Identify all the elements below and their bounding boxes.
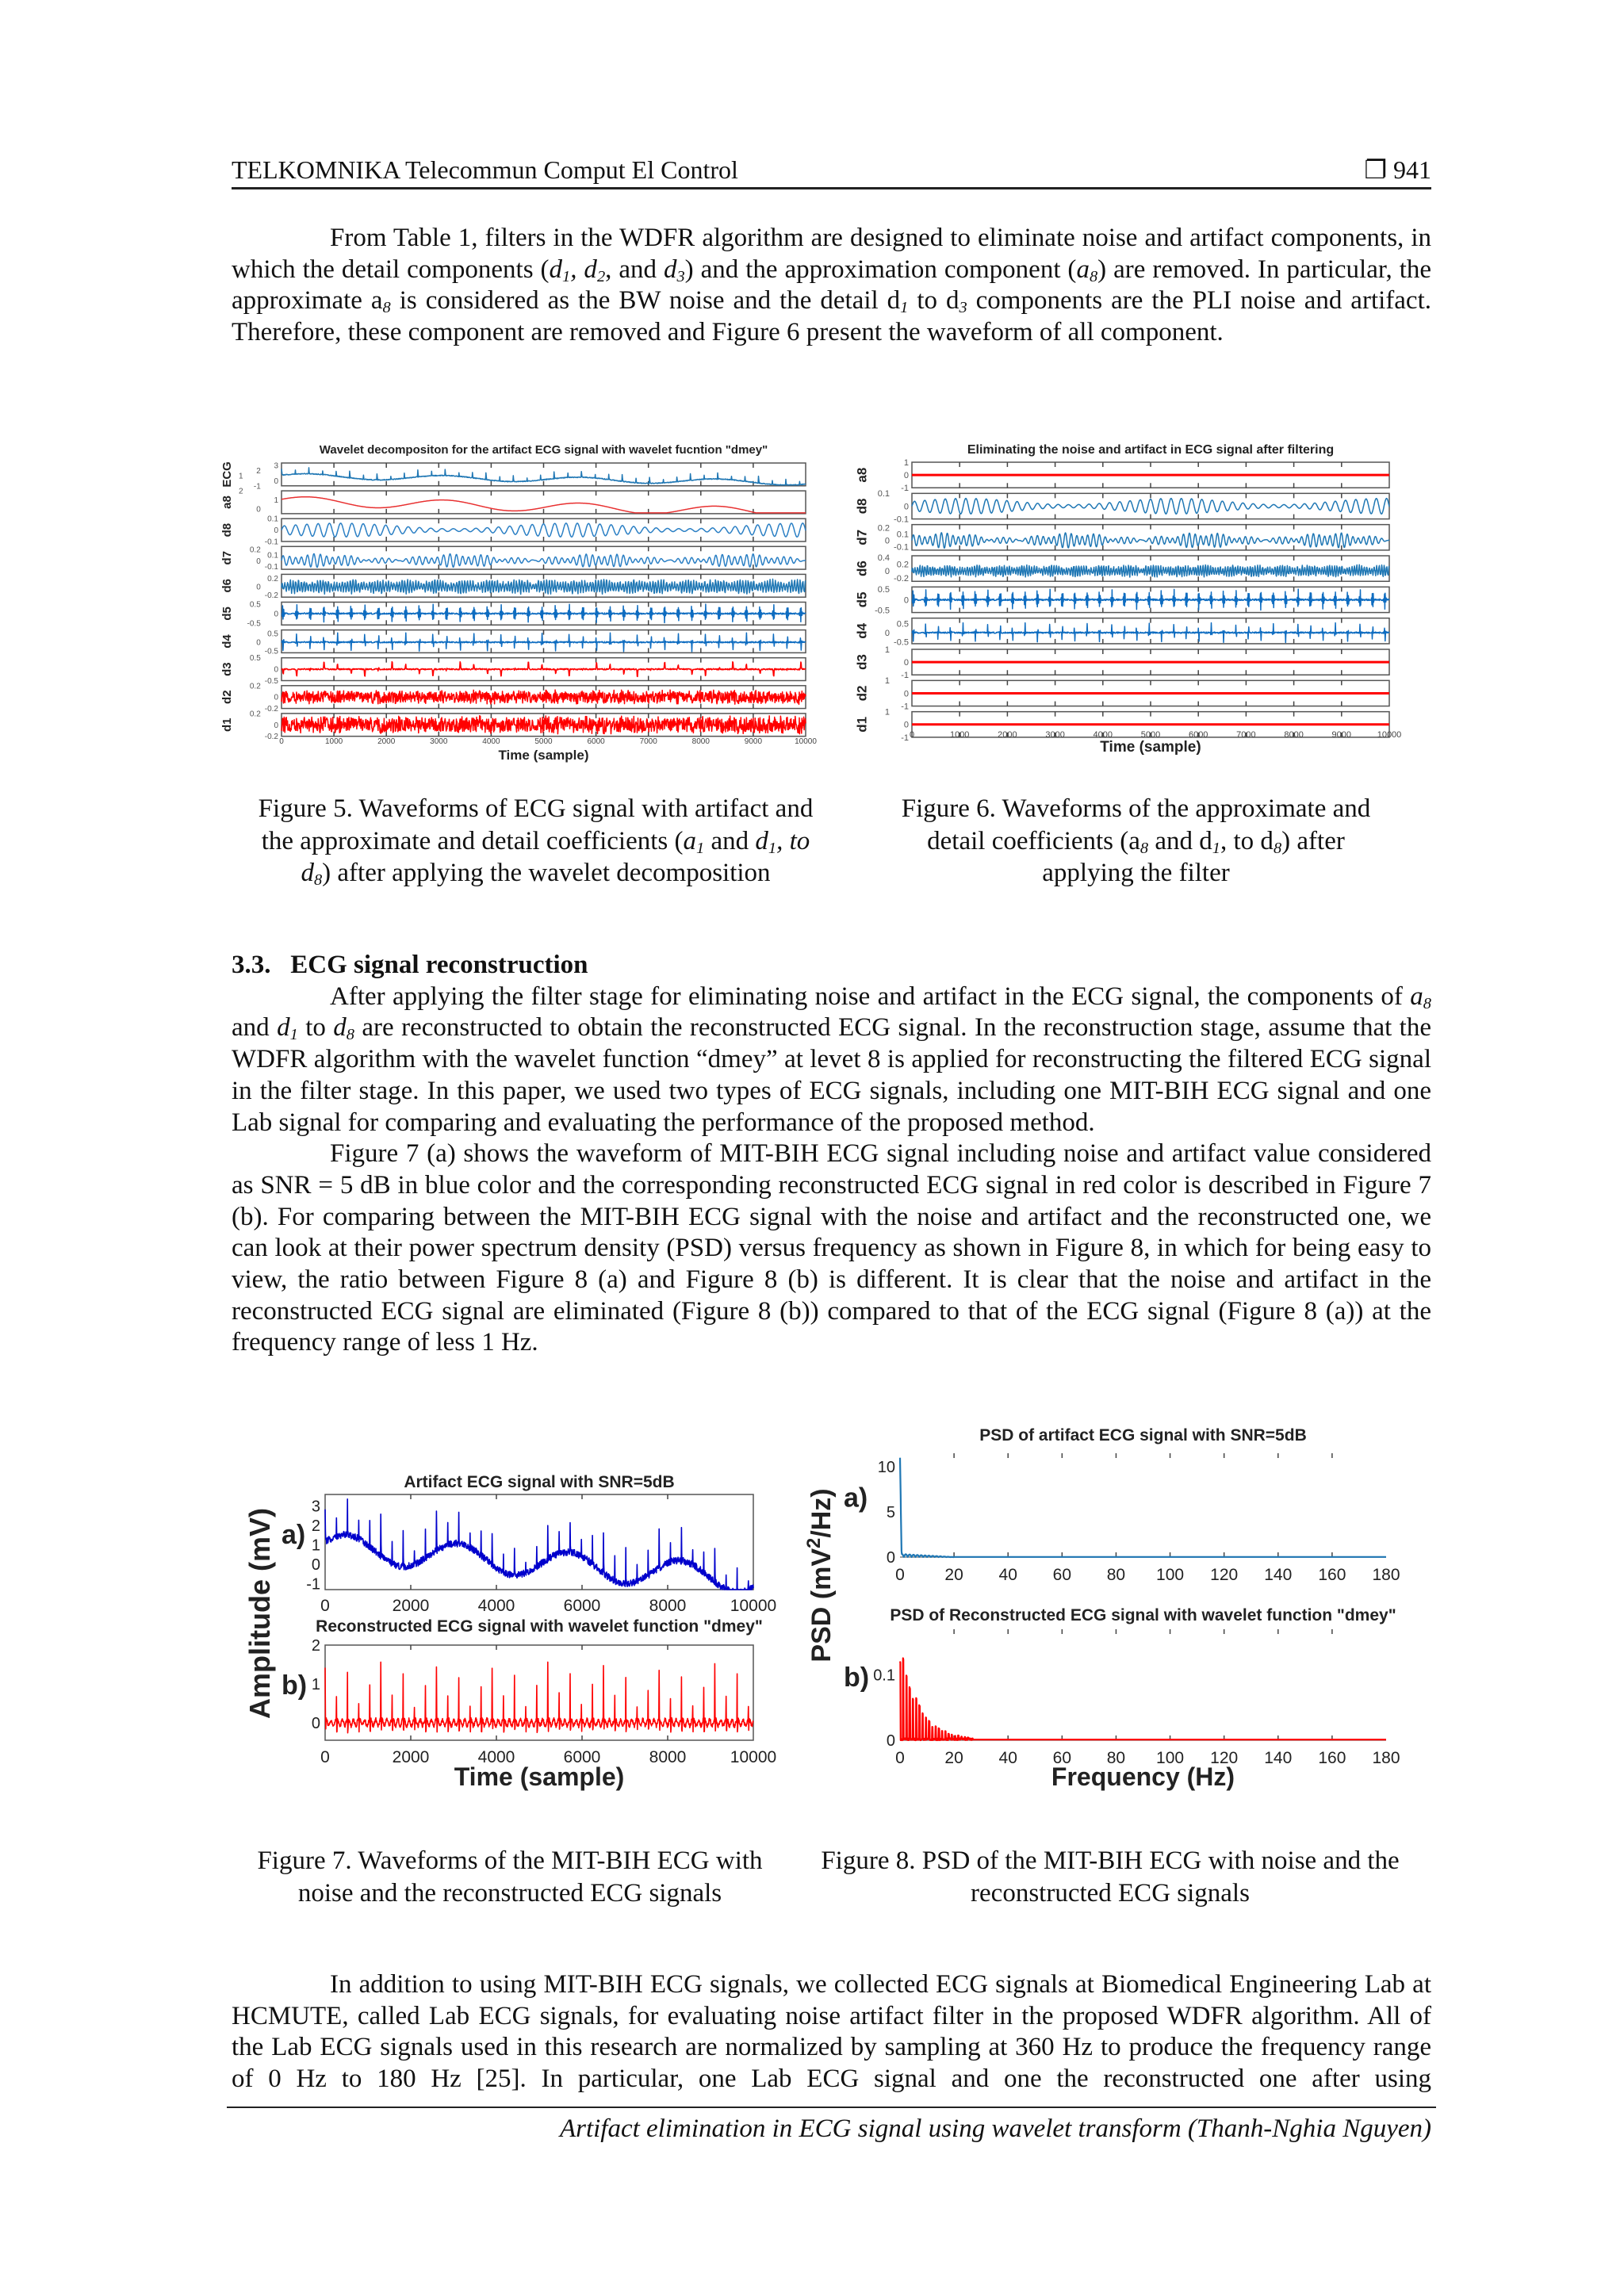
x-tick-label: 180 [1372, 1566, 1400, 1584]
figure-8-caption [801, 1845, 1419, 1909]
chart-title: PSD of Reconstructed ECG signal with wavelet function "dmey" [890, 1606, 1396, 1624]
y-tick-label: -0.2 [264, 733, 278, 742]
y-tick-label: -0.5 [875, 606, 891, 616]
y-tick-label: -0.1 [894, 515, 909, 525]
text-run: Figure 6. Waveforms of the approximate and detail coefficients (a [901, 794, 1371, 855]
panel-label: d1 [854, 716, 870, 733]
text-run: and [704, 826, 756, 855]
x-tick-label: 9000 [744, 737, 763, 746]
y-tick-label: 0 [884, 567, 891, 577]
x-axis-label: Time (sample) [454, 1762, 625, 1791]
x-tick-label: 0 [895, 1749, 905, 1767]
text-run: to d [908, 286, 959, 316]
y-axis-label: PSD $(mV^2/Hz)$ [802, 1488, 837, 1663]
label-run: /Hz) [806, 1488, 837, 1538]
x-tick-label: 4000 [477, 1748, 515, 1766]
x-tick-label: 10000 [795, 737, 817, 746]
text-run: After applying the filter stage for eliminating noise and artifact in the ECG signal, the components of [330, 982, 1411, 1011]
y-tick-label: -0.2 [264, 591, 278, 601]
panel-label: d5 [220, 607, 234, 621]
panel-tag: a) [844, 1483, 868, 1513]
y-tick-label: 0 [903, 595, 909, 606]
text-run: 8 [1139, 839, 1149, 857]
x-tick-label: 2000 [377, 737, 396, 746]
x-tick-label: 140 [1264, 1749, 1293, 1767]
x-tick-label: 1000 [324, 737, 343, 746]
y-tick-label: -1 [253, 482, 261, 492]
page-number: 941 [1393, 155, 1431, 184]
y-tick-label: 1 [903, 457, 909, 468]
y-tick-label: 0 [903, 689, 909, 699]
panel-label: d3 [220, 662, 234, 676]
panel-label: d2 [220, 690, 234, 704]
x-tick-label: 60 [1052, 1749, 1072, 1767]
y-tick-label: -0.1 [264, 562, 278, 572]
section-heading: 3.3. ECG signal reconstruction [232, 951, 588, 979]
panel-label: d4 [854, 622, 870, 639]
y-tick-label: 0.2 [249, 710, 261, 719]
y-tick-label: 2 [311, 1517, 320, 1536]
text-run: , and [605, 254, 664, 284]
y-tick-label: 0 [311, 1714, 320, 1732]
x-tick-label: 6000 [563, 1597, 601, 1615]
panel-label: d6 [220, 579, 234, 593]
x-tick-label: 8000 [1284, 730, 1304, 740]
text-run: Figure 7. Waveforms of the MIT-BIH ECG with noise and the reconstructed ECG signals [257, 1846, 763, 1908]
x-tick-label: 5000 [534, 737, 553, 746]
x-tick-label: 2000 [392, 1748, 430, 1766]
y-tick-label: 0.1 [877, 489, 891, 499]
panel-tag: b) [844, 1663, 870, 1693]
y-tick-label: -0.1 [264, 538, 278, 547]
y-tick-label: 0.1 [873, 1667, 895, 1685]
x-tick-label: 7000 [639, 737, 657, 746]
text-run: a [1076, 254, 1090, 284]
x-tick-label: 40 [998, 1566, 1017, 1584]
y-tick-label: -1 [901, 671, 909, 681]
journal-title: TELKOMNIKA Telecommun Comput El Control [232, 155, 738, 184]
text-run: and d [1148, 826, 1212, 855]
y-tick-label: -0.2 [264, 705, 278, 714]
running-footer: Artifact elimination in ECG signal using wavelet transform (Thanh-Nghia Nguyen) [559, 2114, 1431, 2143]
panel-tag: a) [282, 1520, 306, 1550]
text-run: 3 [959, 299, 967, 317]
panel-label: d1 [220, 718, 234, 733]
text-run: 1 [289, 1026, 298, 1044]
panel-label: d4 [220, 634, 234, 649]
y-tick-label: 0.5 [249, 600, 261, 610]
y-tick-label: 1 [884, 676, 891, 687]
text-run: 1 [900, 299, 909, 317]
x-tick-label: 4000 [1093, 730, 1113, 740]
footer-rule [227, 2107, 1436, 2108]
x-tick-label: 160 [1318, 1566, 1346, 1584]
y-tick-label: -1 [901, 484, 909, 494]
y-tick-label: 0.5 [896, 619, 909, 629]
y-tick-label: 0 [903, 720, 909, 730]
x-tick-label: 2000 [392, 1597, 430, 1615]
y-tick-label: -0.5 [264, 647, 278, 656]
text-run: ) are removed. In particular, the approximate a [232, 254, 1432, 316]
text-run: , to d [1220, 826, 1274, 855]
y-tick-label: 3 [274, 461, 278, 471]
text-run: 3 [676, 267, 685, 285]
text-run: 1 [1212, 839, 1221, 857]
x-tick-label: 9000 [1331, 730, 1352, 740]
panel-label: d8 [220, 522, 234, 538]
plot-frame [325, 1494, 753, 1590]
y-tick-label: 0 [311, 1556, 320, 1575]
x-tick-label: 140 [1264, 1566, 1293, 1584]
text-run: and [232, 1013, 278, 1043]
text-run: 2 [596, 267, 606, 285]
y-tick-label: 2 [311, 1637, 320, 1655]
panel-tag: b) [282, 1670, 308, 1701]
panel-label: d6 [854, 561, 870, 577]
y-tick-label: 0.2 [877, 523, 891, 534]
x-axis-label: Time (sample) [498, 748, 589, 763]
y-axis-label: Amplitude (mV) [243, 1508, 276, 1719]
y-tick-label: 0.2 [896, 560, 909, 570]
text-run: 8 [1273, 839, 1282, 857]
text-run: 8 [1423, 994, 1431, 1012]
chart-title: Reconstructed ECG signal with wavelet function "dmey" [316, 1617, 763, 1636]
y-tick-label: 0.5 [249, 654, 261, 664]
y-tick-label: 1 [311, 1675, 320, 1693]
panel-label: d3 [854, 654, 870, 671]
y-tick-label: 1 [238, 472, 243, 481]
y-tick-label: 0 [886, 1549, 895, 1567]
y-tick-label: 0 [903, 470, 909, 480]
panel-label: ECG [220, 461, 234, 488]
x-tick-label: 8000 [649, 1597, 687, 1615]
plot-frame [900, 1629, 1386, 1740]
chart-title: Artifact ECG signal with SNR=5dB [404, 1473, 675, 1491]
text-run: d [333, 1013, 347, 1043]
x-tick-label: 120 [1210, 1749, 1239, 1767]
text-run: 1 [696, 839, 705, 857]
y-tick-label: 10 [877, 1459, 895, 1477]
y-tick-label: 0 [903, 657, 909, 668]
y-tick-label: 0.1 [267, 515, 278, 524]
y-tick-label: 0.1 [896, 530, 909, 540]
y-tick-label: 5 [886, 1504, 895, 1522]
x-tick-label: 80 [1106, 1749, 1126, 1767]
text-run: 8 [346, 1026, 354, 1044]
chart-title: Wavelet decompositon for the artifact ECG signal with wavelet fucntion "dmey" [319, 443, 768, 457]
x-tick-label: 10000 [730, 1748, 777, 1766]
chart-title: PSD of artifact ECG signal with SNR=5dB [979, 1426, 1307, 1445]
y-tick-label: 0 [274, 721, 278, 730]
x-tick-label: 180 [1372, 1749, 1400, 1767]
y-tick-label: 0 [256, 638, 261, 648]
square-bullet-icon: ❐ [1364, 155, 1387, 184]
y-tick-label: 2 [256, 467, 261, 476]
y-tick-label: 1 [274, 496, 278, 506]
text-run: 8 [1089, 267, 1098, 285]
text-run: , d [570, 254, 597, 284]
x-tick-label: 20 [944, 1566, 963, 1584]
text-run: d [277, 1013, 290, 1043]
y-tick-label: 3 [311, 1498, 320, 1516]
x-tick-label: 100 [1156, 1749, 1185, 1767]
panel-label: d5 [854, 591, 870, 608]
x-tick-label: 6000 [1188, 730, 1208, 740]
y-tick-label: 1 [884, 707, 891, 718]
x-tick-label: 40 [998, 1749, 1017, 1767]
x-tick-label: 4000 [477, 1597, 515, 1615]
y-tick-label: 0 [274, 476, 278, 486]
y-tick-label: 0.5 [877, 584, 891, 595]
text-run: a [1410, 982, 1423, 1011]
x-tick-label: 20 [944, 1749, 963, 1767]
text-run: Figure 5. Waveforms of ECG signal with artifact and the approximate and detail coefficients ( [258, 794, 814, 855]
x-axis-label: Time (sample) [1100, 739, 1201, 756]
y-tick-label: 0 [884, 628, 891, 638]
x-axis-label: Frequency (Hz) [1051, 1762, 1235, 1791]
y-tick-label: 0.2 [249, 682, 261, 691]
x-tick-label: 5000 [1140, 730, 1161, 740]
panel-label: d7 [220, 550, 234, 565]
text-run: 8 [382, 299, 391, 317]
y-tick-label: 0 [274, 693, 278, 702]
y-tick-label: 0 [884, 536, 891, 546]
y-tick-label: 0.5 [267, 629, 278, 639]
text-run: In addition to using MIT-BIH ECG signals, we collected ECG signals at Biomedical Engineering Lab at HCMUTE, called Lab ECG signals, for evaluating noise artifact filter in the proposed WDFR algorithm. All of the Lab ECG signals used in this research are normalized by sampling at 360 Hz to produce the frequency range of 0 Hz to 180 Hz [25]. In particular, one Lab ECG signal and one the reconstructed one after using [232, 1970, 1431, 2094]
panel-label: a8 [854, 467, 870, 483]
y-tick-label: 0 [274, 526, 278, 536]
text-run: ) and the approximation component ( [684, 254, 1077, 284]
text-run: 1 [562, 267, 571, 285]
x-tick-label: 1000 [949, 730, 970, 740]
chart-title: Eliminating the noise and artifact in ECG signal after filtering [967, 443, 1335, 457]
text-run: to [297, 1013, 334, 1043]
x-tick-label: 0 [279, 737, 284, 746]
text-run: is considered as the BW noise and the detail d [390, 286, 901, 316]
x-tick-label: 160 [1318, 1749, 1346, 1767]
x-tick-label: 6000 [587, 737, 605, 746]
figure-5-caption [252, 793, 819, 890]
y-tick-label: -0.5 [247, 619, 261, 629]
panel-label: d2 [854, 685, 870, 702]
text-run: 1 [768, 839, 777, 857]
x-tick-label: 4000 [482, 737, 500, 746]
text-run: Figure 8. PSD of the MIT-BIH ECG with noise and the reconstructed ECG signals [821, 1846, 1400, 1908]
superscript: 2 [802, 1537, 825, 1548]
x-tick-label: 2000 [998, 730, 1017, 740]
panel-label: d8 [854, 498, 870, 515]
y-tick-label: 0 [274, 610, 278, 619]
y-tick-label: -1 [901, 733, 909, 743]
text-run: ) after applying the wavelet decomposition [322, 859, 771, 887]
x-tick-label: 0 [320, 1748, 330, 1766]
text-run: d [549, 254, 563, 284]
figure-6-caption [880, 793, 1392, 890]
y-tick-label: 1 [884, 645, 891, 655]
text-run: From Table 1, filters in the WDFR algorithm are designed to eliminate noise and artifact components, in which the detail components ( [232, 224, 1431, 284]
text-run: 8 [313, 871, 323, 890]
x-tick-label: 6000 [563, 1748, 601, 1766]
y-tick-label: 0 [256, 583, 261, 592]
y-tick-label: -0.2 [894, 573, 909, 584]
x-tick-label: 8000 [691, 737, 710, 746]
x-tick-label: 60 [1052, 1566, 1072, 1584]
text-run: are reconstructed to obtain the reconstructed ECG signal. In the reconstruction stage, assume that the WDFR algorithm with the wavelet function “dmey” at levet 8 is applied for reconstructing the filtered ECG signal in the filter stage. In this paper, we used two types of ECG signals, including one MIT-BIH ECG signal and one Lab signal for comparing and evaluating the performance of the proposed method. [232, 1013, 1431, 1137]
y-tick-label: -0.5 [264, 676, 278, 686]
figure-7-caption [252, 1845, 768, 1909]
x-tick-label: 0 [895, 1566, 905, 1584]
x-tick-label: 0 [320, 1597, 330, 1615]
y-tick-label: 0 [256, 557, 261, 566]
text-run: ) after applying the filter [1042, 826, 1345, 887]
y-tick-label: 0.1 [267, 551, 278, 561]
plot-frame [900, 1453, 1386, 1557]
x-tick-label: 10000 [730, 1597, 777, 1615]
y-tick-label: 0 [903, 502, 909, 512]
y-tick-label: 0.2 [249, 545, 261, 555]
x-tick-label: 7000 [1236, 730, 1256, 740]
y-tick-label: -1 [306, 1575, 320, 1594]
x-tick-label: 8000 [649, 1748, 687, 1766]
text-run: d [663, 254, 677, 284]
text-run: components are the PLI noise and artifact. Therefore, these component are removed and Figure 6 present the waveform of all component. [232, 286, 1431, 347]
y-tick-label: -0.5 [894, 637, 909, 648]
y-tick-label: 2 [238, 487, 243, 496]
y-tick-label: -0.1 [894, 542, 909, 553]
x-tick-label: 3000 [430, 737, 448, 746]
x-tick-label: 10000 [1377, 730, 1402, 740]
y-tick-label: 0 [274, 665, 278, 675]
y-tick-label: 0.4 [877, 553, 891, 564]
text-run: Figure 7 (a) shows the waveform of MIT-BIH ECG signal including noise and artifact value considered as SNR = 5 dB in blue color and the corresponding reconstructed ECG signal in red color is described in Figure 7 (b). For comparing between the MIT-BIH ECG signal with the noise and artifact and the reconstructed one, we can look at their power spectrum density (PSD) versus frequency as shown in Figure 8, in which for being easy to view, the ratio between Figure 8 (a) and Figure 8 (b) is different. It is clear that the noise and artifact in the reconstructed ECG signal are eliminated (Figure 8 (b)) compared to that of the ECG signal (Figure 8 (a)) at the frequency range of less 1 Hz. [232, 1139, 1431, 1357]
panel-label: d7 [854, 529, 870, 545]
y-tick-label: 0 [256, 505, 261, 515]
y-tick-label: -1 [901, 702, 909, 712]
panel-label: a8 [220, 496, 234, 509]
x-tick-label: 120 [1210, 1566, 1239, 1584]
y-tick-label: 0 [886, 1732, 895, 1750]
y-tick-label: 1 [311, 1536, 320, 1555]
text-run: , to d [301, 826, 810, 887]
y-tick-label: 0.2 [267, 575, 278, 584]
text-run: a [683, 826, 696, 855]
x-tick-label: 3000 [1045, 730, 1065, 740]
x-tick-label: 80 [1106, 1566, 1126, 1584]
x-tick-label: 100 [1156, 1566, 1185, 1584]
x-tick-label: 0 [909, 730, 915, 740]
text-run: d [755, 826, 768, 855]
